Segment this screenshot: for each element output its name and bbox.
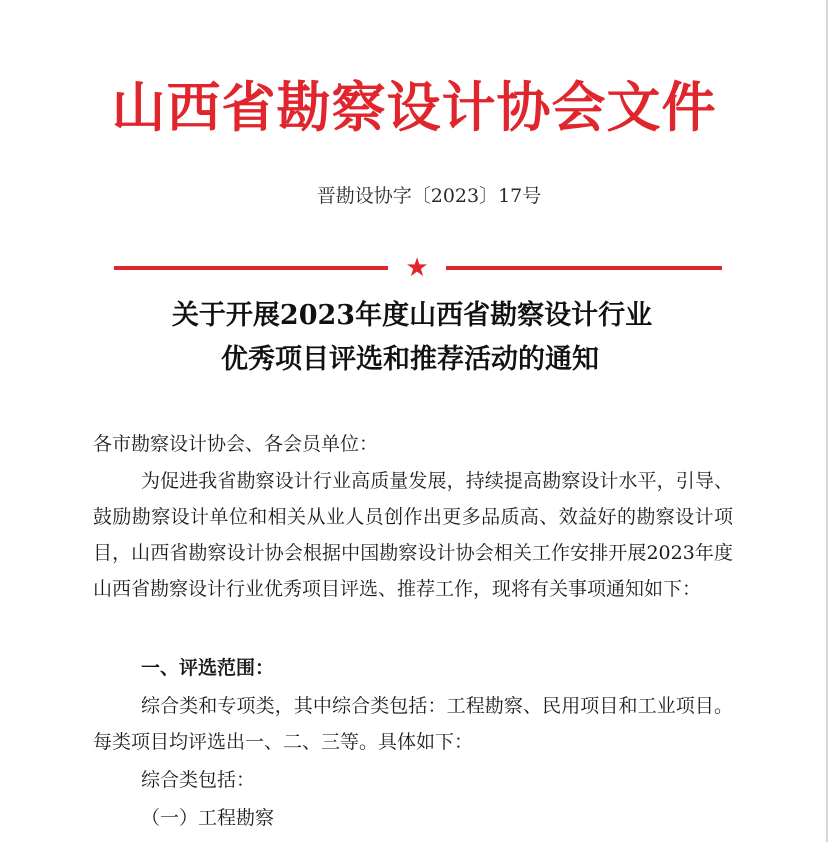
star-icon: ★ (405, 253, 429, 283)
document-number: 晋勘设协字〔2023〕17号 (316, 185, 542, 207)
section-heading-scope: 一、评选范围： (141, 657, 275, 679)
masthead-title: 山西省勘察设计协会文件 (111, 76, 717, 139)
subsection-engineering-survey: （一）工程勘察 (141, 807, 275, 829)
red-divider (114, 253, 722, 283)
divider-rule-left (114, 266, 388, 270)
salutation: 各市勘察设计协会、各会员单位： (93, 433, 379, 455)
body-paragraph-2: 综合类和专项类，其中综合类包括：工程勘察、民用项目和工业项目。每类项目均评选出一、二、三等。具体如下： (93, 695, 733, 753)
body-paragraph-1: 为促进我省勘察设计行业高质量发展，持续提高勘察设计水平，引导、鼓励勘察设计单位和相关从业人员创作出更多品质高、效益好的勘察设计项目，山西省勘察设计协会根据中国勘察设计协会相关工作安排开展2023年度山西省勘察设计行业优秀项目评选、推荐工作，现将有关事项通知如下： (93, 470, 733, 600)
divider-rule-right (446, 266, 722, 270)
notice-title-line-1: 关于开展2023年度山西省勘察设计行业 (171, 300, 653, 331)
notice-title-line-2: 优秀项目评选和推荐活动的通知 (221, 344, 599, 375)
comprehensive-category-line: 综合类包括： (141, 769, 256, 791)
